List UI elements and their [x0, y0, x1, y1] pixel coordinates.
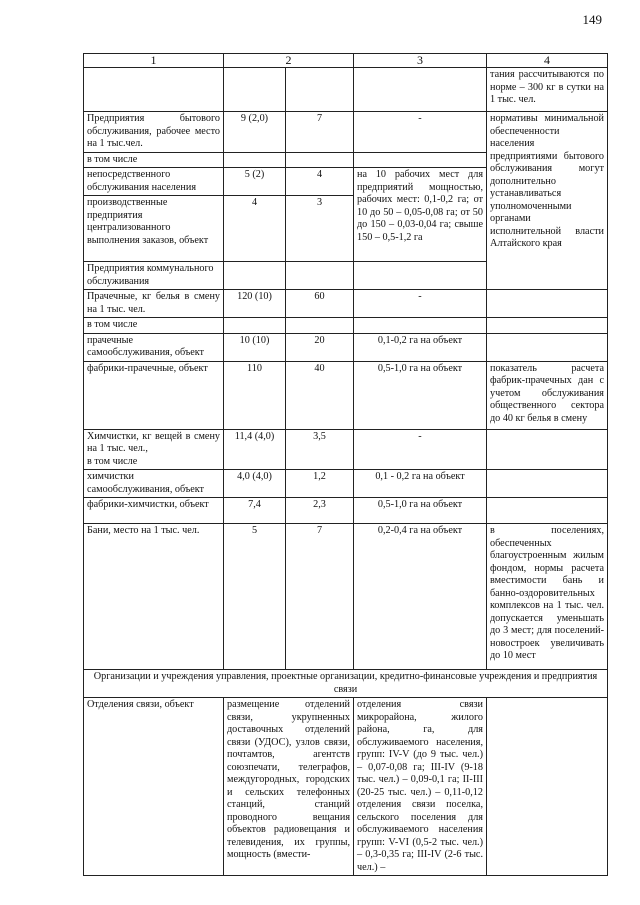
table-row — [84, 524, 608, 670]
row-label: фабрики-химчистки, объект — [84, 498, 224, 524]
section-header-row — [84, 670, 608, 698]
value-cell: 2,3 — [286, 498, 354, 524]
table-row — [84, 68, 608, 112]
value-cell: 9 (2,0) — [224, 112, 286, 153]
table-row — [84, 333, 608, 361]
column-header-3: 3 — [354, 54, 487, 68]
row-label: в том числе — [84, 152, 224, 168]
table-row — [84, 698, 608, 876]
table-row — [84, 290, 608, 318]
value-cell: 60 — [286, 290, 354, 318]
area-cell: 0,5-1,0 га на объект — [354, 498, 487, 524]
value-cell: 4 — [224, 196, 286, 262]
area-cell: 0,5-1,0 га на объект — [354, 361, 487, 429]
value-cell: 7 — [286, 524, 354, 670]
value-cell: 120 (10) — [224, 290, 286, 318]
area-cell: 0,1 - 0,2 га на объект — [354, 470, 487, 498]
note-cell: тания рассчитываются по норме – 300 кг в сутки на 1 тыс. чел. — [487, 68, 608, 112]
table-row — [84, 498, 608, 524]
value-cell: 20 — [286, 333, 354, 361]
section-title: Организации и учреждения управления, проектные организации, кредитно-финансовые учреждения и предприятия связи — [84, 670, 608, 698]
value-cell: 4 — [286, 168, 354, 196]
area-cell: отделения связи микрорайона, жилого района, га, для обслуживаемого населения, групп: IV-V (до 9 тыс. чел.) – 0,07-0,08 га; III-IV (9-18 тыс. чел.) – 0,09-0,1 га; II-III (20-25 тыс. чел.) – 0,11-0,12 отделения связи поселка, сельского поселения для обслуживаемого населения групп: V-VI (0,5-2 тыс. чел.) – 0,3-0,35 га; III-IV (2-6 тыс. чел.) – — [354, 698, 487, 876]
row-label-main: Химчистки, кг вещей в смену на 1 тыс. чел., — [87, 430, 220, 454]
row-label: Предприятия бытового обслуживания, рабочее место на 1 тыс.чел. — [84, 112, 224, 153]
value-cell: 4,0 (4,0) — [224, 470, 286, 498]
row-label: Бани, место на 1 тыс. чел. — [84, 524, 224, 670]
column-header-2: 2 — [224, 54, 354, 68]
value-cell: 40 — [286, 361, 354, 429]
row-label: Отделения связи, объект — [84, 698, 224, 876]
value-cell: 11,4 (4,0) — [224, 429, 286, 470]
row-label-sub: в том числе — [87, 455, 138, 467]
value-cell: 110 — [224, 361, 286, 429]
value-cell: 7,4 — [224, 498, 286, 524]
area-cell: - — [354, 429, 487, 470]
note-cell: в поселениях, обеспеченных благоустроенным жилым фондом, нормы расчета вместимости бань и банно-оздоровительных комплексов на 1 тыс. чел. допускается уменьшать до 3 мест; для поселений-новостроек увеличивать до 10 мест — [487, 524, 608, 670]
table-row — [84, 470, 608, 498]
value-cell: 5 — [224, 524, 286, 670]
value-cell: 10 (10) — [224, 333, 286, 361]
area-cell: на 10 рабочих мест для предприятий мощностью, рабочих мест: 0,1-0,2 га; от 10 до 50 – 0,05-0,08 га; от 50 до 150 – 0,03-0,04 га; свыше 150 – 0,5-1,2 га — [354, 168, 487, 262]
row-label: Прачечные, кг белья в смену на 1 тыс. чел. — [84, 290, 224, 318]
column-header-4: 4 — [487, 54, 608, 68]
row-label: химчистки самообслуживания, объект — [84, 470, 224, 498]
area-cell: - — [354, 290, 487, 318]
norms-table — [83, 53, 608, 876]
row-label: в том числе — [84, 318, 224, 334]
area-cell: 0,1-0,2 га на объект — [354, 333, 487, 361]
column-header-row — [84, 54, 608, 68]
area-cell: - — [354, 112, 487, 153]
row-label: Предприятия коммунального обслуживания — [84, 262, 224, 290]
value-cell: 5 (2) — [224, 168, 286, 196]
table-row — [84, 361, 608, 429]
area-cell: 0,2-0,4 га на объект — [354, 524, 487, 670]
value-cell: 1,2 — [286, 470, 354, 498]
value-cell: 3,5 — [286, 429, 354, 470]
row-label: прачечные самообслуживания, объект — [84, 333, 224, 361]
note-cell: нормативы минимальной обеспеченности населения предприятиями бытового обслуживания могут дополнительно устанавливаться уполномоченными органами исполнительной власти Алтайского края — [487, 112, 608, 290]
table-row — [84, 429, 608, 470]
value-cell: 7 — [286, 112, 354, 153]
page-number: 149 — [582, 12, 602, 27]
note-cell: показатель расчета фабрик-прачечных дан с учетом обслуживания общественного сектора до 40 кг белья в смену — [487, 361, 608, 429]
row-label: непосредственного обслуживания населения — [84, 168, 224, 196]
table-row — [84, 112, 608, 153]
row-label: производственные предприятия централизованного выполнения заказов, объект — [84, 196, 224, 262]
row-label: фабрики-прачечные, объект — [84, 361, 224, 429]
row-label — [84, 429, 224, 470]
table-row — [84, 318, 608, 334]
description-cell: размещение отделений связи, укрупненных доставочных отделений связи (УДОС), узлов связи, почтамтов, агентств союзпечати, телеграфов, междугородных, городских и сельских телефонных станций, станций проводного вещания объектов радиовещания и телевидения, их группы, мощность (вмести- — [224, 698, 354, 876]
value-cell: 3 — [286, 196, 354, 262]
column-header-1: 1 — [84, 54, 224, 68]
